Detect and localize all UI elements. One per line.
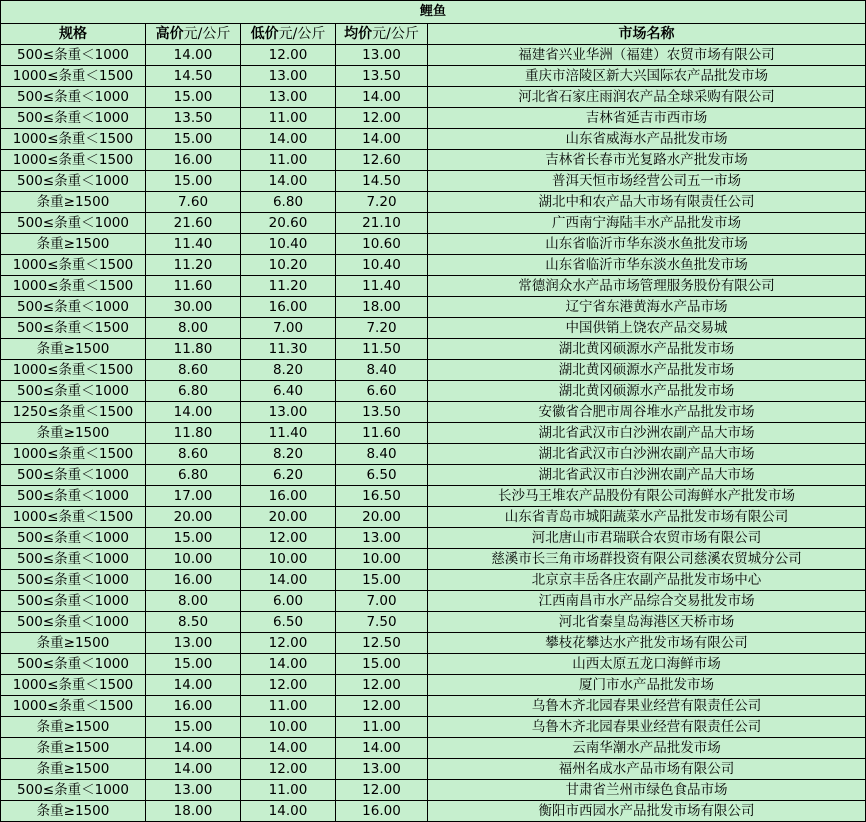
cell-market-name: 福建省兴业华洲（福建）农贸市场有限公司	[428, 45, 866, 66]
cell-high-price: 15.00	[146, 528, 241, 549]
cell-spec: 1000≤条重＜1500	[1, 66, 146, 87]
cell-high-price: 14.00	[146, 402, 241, 423]
table-row	[1, 507, 866, 528]
cell-avg-price: 11.40	[336, 276, 428, 297]
cell-spec: 条重≥1500	[1, 717, 146, 738]
cell-avg-price: 13.50	[336, 402, 428, 423]
cell-spec: 500≤条重＜1000	[1, 87, 146, 108]
cell-spec: 1000≤条重＜1500	[1, 150, 146, 171]
cell-market-name: 福州名成水产品市场有限公司	[428, 759, 866, 780]
cell-market-name: 吉林省长春市光复路水产批发市场	[428, 150, 866, 171]
cell-market-name: 安徽省合肥市周谷堆水产品批发市场	[428, 402, 866, 423]
cell-market-name: 甘肃省兰州市绿色食品市场	[428, 780, 866, 801]
header-high	[146, 24, 241, 45]
cell-avg-price: 12.00	[336, 780, 428, 801]
cell-high-price: 6.80	[146, 465, 241, 486]
cell-high-price: 15.00	[146, 87, 241, 108]
table-row	[1, 87, 866, 108]
cell-spec: 1000≤条重＜1500	[1, 360, 146, 381]
cell-avg-price: 16.00	[336, 801, 428, 822]
cell-high-price: 21.60	[146, 213, 241, 234]
cell-market-name: 攀枝花攀达水产批发市场有限公司	[428, 633, 866, 654]
cell-low-price: 12.00	[241, 528, 336, 549]
cell-low-price: 16.00	[241, 297, 336, 318]
cell-spec: 1000≤条重＜1500	[1, 276, 146, 297]
table-row	[1, 339, 866, 360]
cell-low-price: 13.00	[241, 402, 336, 423]
cell-high-price: 14.50	[146, 66, 241, 87]
cell-high-price: 17.00	[146, 486, 241, 507]
cell-spec: 500≤条重＜1000	[1, 45, 146, 66]
cell-spec: 1000≤条重＜1500	[1, 507, 146, 528]
cell-market-name: 广西南宁海陆丰水产品批发市场	[428, 213, 866, 234]
cell-spec: 条重≥1500	[1, 339, 146, 360]
cell-high-price: 14.00	[146, 738, 241, 759]
cell-low-price: 14.00	[241, 738, 336, 759]
cell-spec: 条重≥1500	[1, 801, 146, 822]
cell-low-price: 8.20	[241, 444, 336, 465]
cell-low-price: 20.60	[241, 213, 336, 234]
cell-avg-price: 8.40	[336, 360, 428, 381]
cell-spec: 1250≤条重＜1500	[1, 402, 146, 423]
table-row	[1, 528, 866, 549]
cell-spec: 1000≤条重＜1500	[1, 444, 146, 465]
table-row	[1, 612, 866, 633]
cell-avg-price: 6.60	[336, 381, 428, 402]
table-body	[1, 45, 866, 822]
cell-low-price: 8.20	[241, 360, 336, 381]
cell-low-price: 11.20	[241, 276, 336, 297]
table-row	[1, 108, 866, 129]
cell-spec: 条重≥1500	[1, 738, 146, 759]
cell-low-price: 10.20	[241, 255, 336, 276]
cell-high-price: 8.00	[146, 591, 241, 612]
cell-spec: 1000≤条重＜1500	[1, 696, 146, 717]
cell-market-name: 云南华潮水产品批发市场	[428, 738, 866, 759]
cell-high-price: 14.00	[146, 675, 241, 696]
table-title: 鲤鱼	[1, 1, 866, 24]
cell-avg-price: 21.10	[336, 213, 428, 234]
cell-spec: 1000≤条重＜1500	[1, 675, 146, 696]
cell-high-price: 13.50	[146, 108, 241, 129]
cell-high-price: 16.00	[146, 150, 241, 171]
table-row	[1, 213, 866, 234]
cell-low-price: 11.00	[241, 150, 336, 171]
cell-high-price: 16.00	[146, 696, 241, 717]
cell-low-price: 6.80	[241, 192, 336, 213]
cell-high-price: 8.60	[146, 444, 241, 465]
cell-high-price: 11.40	[146, 234, 241, 255]
cell-avg-price: 10.60	[336, 234, 428, 255]
cell-market-name: 普洱天恒市场经营公司五一市场	[428, 171, 866, 192]
cell-market-name: 湖北黄冈硕源水产品批发市场	[428, 360, 866, 381]
cell-high-price: 6.80	[146, 381, 241, 402]
cell-high-price: 11.80	[146, 423, 241, 444]
cell-low-price: 7.00	[241, 318, 336, 339]
cell-spec: 500≤条重＜1000	[1, 654, 146, 675]
header-avg	[336, 24, 428, 45]
cell-avg-price: 12.00	[336, 675, 428, 696]
cell-market-name: 山西太原五龙口海鲜市场	[428, 654, 866, 675]
cell-market-name: 辽宁省东港黄海水产品市场	[428, 297, 866, 318]
cell-avg-price: 13.00	[336, 759, 428, 780]
cell-market-name: 河北唐山市君瑞联合农贸市场有限公司	[428, 528, 866, 549]
cell-market-name: 山东省青岛市城阳蔬菜水产品批发市场有限公司	[428, 507, 866, 528]
cell-avg-price: 10.40	[336, 255, 428, 276]
cell-avg-price: 12.00	[336, 108, 428, 129]
table-row	[1, 696, 866, 717]
cell-low-price: 6.20	[241, 465, 336, 486]
table-row	[1, 675, 866, 696]
table-row	[1, 591, 866, 612]
cell-avg-price: 20.00	[336, 507, 428, 528]
cell-market-name: 吉林省延吉市西市场	[428, 108, 866, 129]
cell-avg-price: 7.20	[336, 318, 428, 339]
table-row	[1, 45, 866, 66]
table-row	[1, 465, 866, 486]
header-avg-label: 均价	[344, 26, 373, 42]
cell-high-price: 8.50	[146, 612, 241, 633]
cell-spec: 500≤条重＜1000	[1, 780, 146, 801]
cell-high-price: 11.20	[146, 255, 241, 276]
cell-market-name: 山东省临沂市华东淡水鱼批发市场	[428, 234, 866, 255]
table-row	[1, 276, 866, 297]
cell-avg-price: 7.20	[336, 192, 428, 213]
table-row	[1, 150, 866, 171]
cell-high-price: 14.00	[146, 45, 241, 66]
cell-spec: 500≤条重＜1000	[1, 591, 146, 612]
cell-spec: 500≤条重＜1000	[1, 108, 146, 129]
cell-low-price: 11.00	[241, 108, 336, 129]
cell-market-name: 慈溪市长三角市场群投资有限公司慈溪农贸城分公司	[428, 549, 866, 570]
cell-avg-price: 14.00	[336, 129, 428, 150]
header-high-label: 高价	[155, 26, 184, 42]
cell-market-name: 厦门市水产品批发市场	[428, 675, 866, 696]
cell-avg-price: 11.50	[336, 339, 428, 360]
cell-high-price: 10.00	[146, 549, 241, 570]
cell-low-price: 11.30	[241, 339, 336, 360]
table-row	[1, 654, 866, 675]
cell-market-name: 湖北黄冈硕源水产品批发市场	[428, 381, 866, 402]
cell-market-name: 湖北省武汉市白沙洲农副产品大市场	[428, 444, 866, 465]
cell-market-name: 山东省威海水产品批发市场	[428, 129, 866, 150]
cell-low-price: 12.00	[241, 633, 336, 654]
cell-spec: 1000≤条重＜1500	[1, 255, 146, 276]
table-row	[1, 738, 866, 759]
cell-high-price: 15.00	[146, 654, 241, 675]
cell-market-name: 湖北省武汉市白沙洲农副产品大市场	[428, 465, 866, 486]
cell-high-price: 13.00	[146, 780, 241, 801]
cell-spec: 500≤条重＜1000	[1, 465, 146, 486]
header-row	[1, 24, 866, 45]
cell-low-price: 6.00	[241, 591, 336, 612]
cell-high-price: 18.00	[146, 801, 241, 822]
cell-low-price: 12.00	[241, 675, 336, 696]
table-row	[1, 402, 866, 423]
cell-avg-price: 14.00	[336, 738, 428, 759]
cell-high-price: 11.60	[146, 276, 241, 297]
cell-low-price: 10.40	[241, 234, 336, 255]
table-row	[1, 129, 866, 150]
table-row	[1, 171, 866, 192]
cell-spec: 500≤条重＜1000	[1, 297, 146, 318]
cell-market-name: 中国供销上饶农产品交易城	[428, 318, 866, 339]
cell-spec: 条重≥1500	[1, 633, 146, 654]
title-row	[1, 1, 866, 24]
cell-avg-price: 13.50	[336, 66, 428, 87]
cell-low-price: 12.00	[241, 759, 336, 780]
cell-spec: 500≤条重＜1000	[1, 213, 146, 234]
table-row	[1, 360, 866, 381]
cell-market-name: 湖北黄冈硕源水产品批发市场	[428, 339, 866, 360]
table-row	[1, 234, 866, 255]
table-row	[1, 297, 866, 318]
cell-market-name: 河北省石家庄雨润农产品全球采购有限公司	[428, 87, 866, 108]
cell-high-price: 20.00	[146, 507, 241, 528]
cell-high-price: 11.80	[146, 339, 241, 360]
header-low	[241, 24, 336, 45]
cell-spec: 500≤条重＜1000	[1, 570, 146, 591]
header-spec: 规格	[1, 24, 146, 45]
cell-low-price: 10.00	[241, 717, 336, 738]
header-market: 市场名称	[428, 24, 866, 45]
cell-low-price: 14.00	[241, 171, 336, 192]
cell-low-price: 11.40	[241, 423, 336, 444]
table-row	[1, 717, 866, 738]
cell-spec: 500≤条重＜1000	[1, 612, 146, 633]
cell-avg-price: 14.50	[336, 171, 428, 192]
cell-high-price: 8.60	[146, 360, 241, 381]
cell-spec: 条重≥1500	[1, 759, 146, 780]
cell-spec: 500≤条重＜1000	[1, 381, 146, 402]
table-row	[1, 486, 866, 507]
cell-low-price: 6.50	[241, 612, 336, 633]
cell-market-name: 乌鲁木齐北园春果业经营有限责任公司	[428, 696, 866, 717]
table-row	[1, 66, 866, 87]
table-row	[1, 549, 866, 570]
cell-high-price: 14.00	[146, 759, 241, 780]
cell-spec: 500≤条重＜1000	[1, 528, 146, 549]
cell-high-price: 7.60	[146, 192, 241, 213]
cell-market-name: 湖北省武汉市白沙洲农副产品大市场	[428, 423, 866, 444]
cell-avg-price: 14.00	[336, 87, 428, 108]
cell-avg-price: 12.50	[336, 633, 428, 654]
cell-spec: 1000≤条重＜1500	[1, 129, 146, 150]
cell-avg-price: 7.50	[336, 612, 428, 633]
cell-high-price: 15.00	[146, 717, 241, 738]
cell-avg-price: 10.00	[336, 549, 428, 570]
cell-high-price: 30.00	[146, 297, 241, 318]
cell-low-price: 14.00	[241, 654, 336, 675]
cell-low-price: 20.00	[241, 507, 336, 528]
table-row	[1, 318, 866, 339]
table-row	[1, 255, 866, 276]
cell-low-price: 13.00	[241, 66, 336, 87]
cell-market-name: 江西南昌市水产品综合交易批发市场	[428, 591, 866, 612]
cell-avg-price: 16.50	[336, 486, 428, 507]
cell-low-price: 11.00	[241, 780, 336, 801]
table-row	[1, 381, 866, 402]
cell-low-price: 14.00	[241, 570, 336, 591]
table-row	[1, 570, 866, 591]
cell-high-price: 15.00	[146, 129, 241, 150]
cell-avg-price: 6.50	[336, 465, 428, 486]
table-row	[1, 780, 866, 801]
cell-spec: 条重≥1500	[1, 192, 146, 213]
cell-high-price: 8.00	[146, 318, 241, 339]
cell-market-name: 北京京丰岳各庄农副产品批发市场中心	[428, 570, 866, 591]
header-high-unit: 元/公斤	[183, 26, 231, 42]
cell-low-price: 11.00	[241, 696, 336, 717]
cell-market-name: 湖北中和农产品大市场有限责任公司	[428, 192, 866, 213]
cell-low-price: 14.00	[241, 801, 336, 822]
cell-market-name: 乌鲁木齐北园春果业经营有限责任公司	[428, 717, 866, 738]
cell-spec: 500≤条重＜1000	[1, 171, 146, 192]
cell-market-name: 重庆市涪陵区新大兴国际农产品批发市场	[428, 66, 866, 87]
cell-low-price: 12.00	[241, 45, 336, 66]
cell-avg-price: 8.40	[336, 444, 428, 465]
cell-avg-price: 11.60	[336, 423, 428, 444]
cell-avg-price: 7.00	[336, 591, 428, 612]
cell-avg-price: 13.00	[336, 45, 428, 66]
cell-avg-price: 13.00	[336, 528, 428, 549]
cell-market-name: 常德润众水产品市场管理服务股份有限公司	[428, 276, 866, 297]
cell-market-name: 山东省临沂市华东淡水鱼批发市场	[428, 255, 866, 276]
header-low-label: 低价	[250, 26, 279, 42]
cell-spec: 500≤条重＜1000	[1, 549, 146, 570]
cell-low-price: 14.00	[241, 129, 336, 150]
cell-low-price: 16.00	[241, 486, 336, 507]
cell-high-price: 16.00	[146, 570, 241, 591]
table-row	[1, 633, 866, 654]
cell-avg-price: 15.00	[336, 654, 428, 675]
cell-avg-price: 11.00	[336, 717, 428, 738]
cell-market-name: 衡阳市西园水产品批发市场有限公司	[428, 801, 866, 822]
cell-spec: 条重≥1500	[1, 423, 146, 444]
cell-low-price: 10.00	[241, 549, 336, 570]
cell-spec: 条重≥1500	[1, 234, 146, 255]
header-low-unit: 元/公斤	[278, 26, 326, 42]
table-row	[1, 759, 866, 780]
cell-spec: 500≤条重＜1500	[1, 318, 146, 339]
table-row	[1, 423, 866, 444]
cell-avg-price: 15.00	[336, 570, 428, 591]
cell-avg-price: 12.60	[336, 150, 428, 171]
cell-low-price: 6.40	[241, 381, 336, 402]
cell-high-price: 13.00	[146, 633, 241, 654]
cell-low-price: 13.00	[241, 87, 336, 108]
cell-market-name: 长沙马王堆农产品股份有限公司海鲜水产批发市场	[428, 486, 866, 507]
table-row	[1, 801, 866, 822]
header-avg-unit: 元/公斤	[372, 26, 419, 42]
cell-spec: 500≤条重＜1000	[1, 486, 146, 507]
table-row	[1, 192, 866, 213]
cell-high-price: 15.00	[146, 171, 241, 192]
cell-market-name: 河北省秦皇岛海港区天桥市场	[428, 612, 866, 633]
cell-avg-price: 18.00	[336, 297, 428, 318]
cell-avg-price: 12.00	[336, 696, 428, 717]
table-row	[1, 444, 866, 465]
